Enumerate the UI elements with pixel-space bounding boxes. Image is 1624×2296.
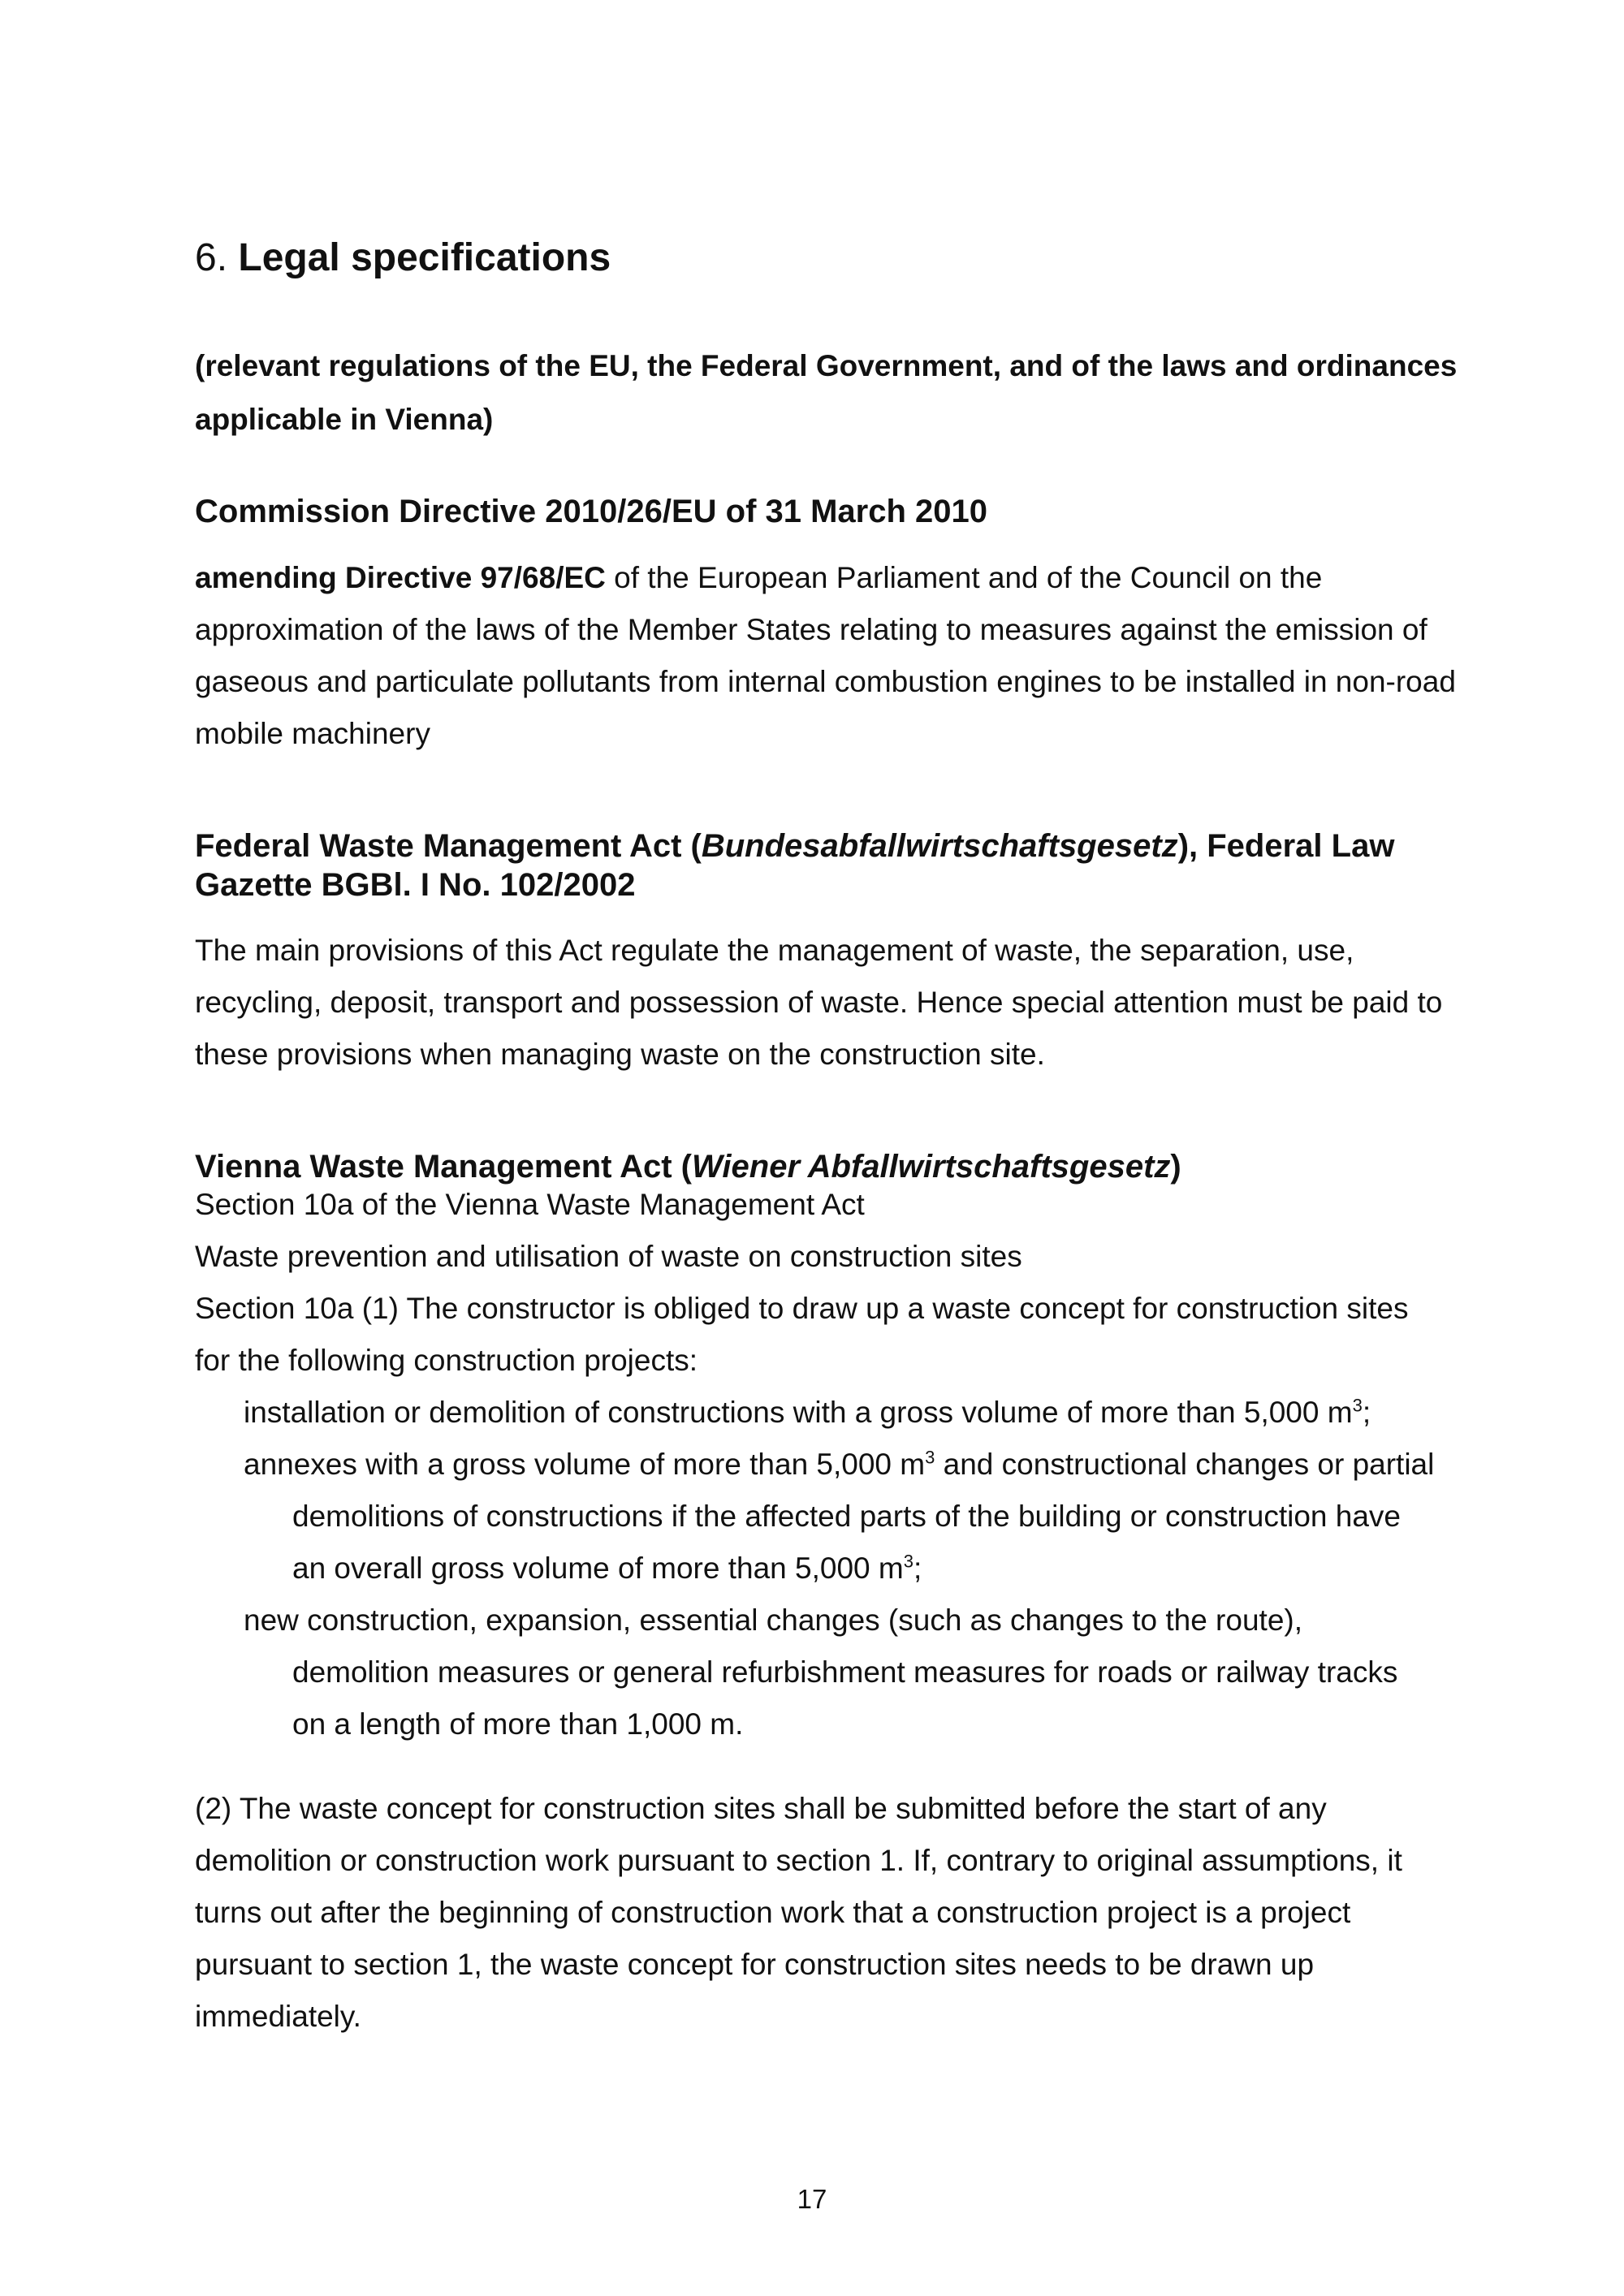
list-item-2-line-1 <box>244 1439 1434 1491</box>
section-title: Legal specifications <box>238 236 611 279</box>
list-item-2-line-3-sup: 3 <box>903 1551 914 1572</box>
list-item-3-line-2: demolition measures or general refurbishment measures for roads or railway tracks <box>292 1655 1398 1689</box>
list-item-1-end: ; <box>1362 1396 1371 1429</box>
list-item-3-line-1: new construction, expansion, essential changes (such as changes to the route), <box>244 1603 1302 1637</box>
list-item-2-line-1-post: and constructional changes or partial <box>935 1448 1435 1481</box>
list-item-1 <box>244 1387 1371 1439</box>
vienna-act-title-post: ) <box>1170 1149 1181 1185</box>
vienna-act-line-2: Waste prevention and utilisation of waste on construction sites <box>195 1240 1022 1273</box>
vienna-act-paragraph-2: (2) The waste concept for construction sites shall be submitted before the start of any demolition or construction work pursuant to section 1. If, contrary to original assumptions, it turns out after the beginning of construction work that a construction project is a project pursuant to section 1, the waste concept for construction sites needs to be drawn up immediately. <box>195 1792 1402 2033</box>
list-item-1-text: installation or demolition of constructions with a gross volume of more than 5,000 m <box>244 1396 1353 1429</box>
vienna-act-line-4: for the following construction projects: <box>195 1344 698 1377</box>
directive-body: of the European Parliament and of the Council on the approximation of the laws of the Member States relating to measures against the emission of gaseous and particulate pollutants from internal combustion engines to be installed in non-road mobile machinery <box>195 561 1456 750</box>
federal-act-title-pre: Federal Waste Management Act ( <box>195 828 702 864</box>
federal-act-title-italic: Bundesabfallwirtschaftsgesetz <box>701 828 1178 864</box>
list-item-1-sup: 3 <box>1352 1395 1363 1416</box>
federal-act-title <box>195 826 1437 904</box>
directive-title: Commission Directive 2010/26/EU of 31 March 2010 <box>195 494 988 529</box>
list-item-2-line-1-sup: 3 <box>925 1447 935 1468</box>
federal-act-title-post: ), Federal Law Gazette BGBl. I No. 102/2002 <box>195 828 1395 903</box>
list-item-2-line-2: demolitions of constructions if the affected parts of the building or construction have <box>292 1500 1401 1533</box>
list-item-2-line-1-pre: annexes with a gross volume of more than 5,000 m <box>244 1448 926 1481</box>
vienna-act-line-3: Section 10a (1) The constructor is obliged to draw up a waste concept for construction sites <box>195 1292 1409 1325</box>
federal-act-text: The main provisions of this Act regulate the management of waste, the separation, use, recycling, deposit, transport and possession of waste. Hence special attention must be paid to these provisions when managing waste on the construction site. <box>195 934 1443 1071</box>
vienna-act-line-1: Section 10a of the Vienna Waste Management Act <box>195 1188 865 1221</box>
vienna-act-title-pre: Vienna Waste Management Act ( <box>195 1149 692 1185</box>
list-item-2-line-3-post: ; <box>913 1552 922 1585</box>
vienna-act-title-italic: Wiener Abfallwirtschaftsgesetz <box>692 1149 1171 1185</box>
list-item-3-line-3: on a length of more than 1,000 m. <box>292 1707 744 1741</box>
page-number: 17 <box>797 2184 827 2214</box>
section-subtitle: (relevant regulations of the EU, the Federal Government, and of the laws and ordinances applicable in Vienna) <box>195 349 1458 436</box>
directive-text <box>195 552 1470 760</box>
section-number: 6. <box>195 236 228 279</box>
section-heading <box>195 235 611 280</box>
directive-lead: amending Directive 97/68/EC <box>195 561 606 594</box>
list-item-2-line-3-pre: an overall gross volume of more than 5,000 m <box>292 1552 904 1585</box>
list-item-2-line-3 <box>292 1543 922 1595</box>
